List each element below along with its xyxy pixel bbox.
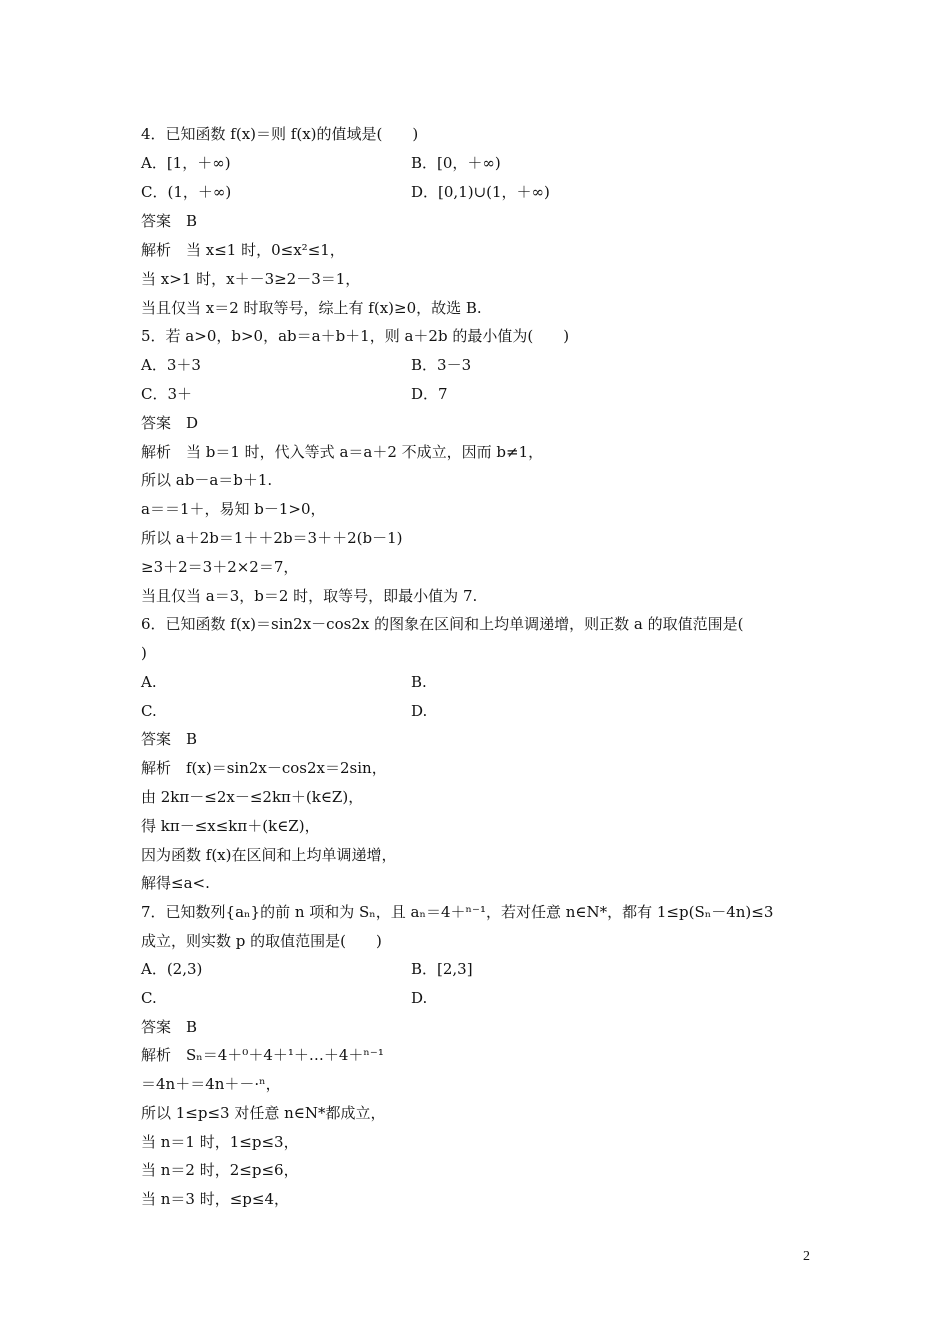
question-6-stem-continued: ) <box>141 644 147 662</box>
question-6-solution-line: 解析 f(x)＝sin2x－cos2x＝2sin， <box>141 759 387 777</box>
question-5-option-d: D．7 <box>411 385 448 403</box>
question-7-solution-line: 解析 Sₙ＝4＋⁰＋4＋¹＋…＋4＋ⁿ⁻¹ <box>141 1046 384 1064</box>
question-6-solution-line: 得 kπ－≤x≤kπ＋(k∈Z)， <box>141 817 320 835</box>
question-7-option-c: C. <box>141 989 157 1007</box>
question-7-option-a: A．(2,3) <box>141 960 203 978</box>
question-5-solution-line: 所以 a＋2b＝1＋＋2b＝3＋＋2(b－1) <box>141 529 403 547</box>
question-7-solution-line: 当 n＝1 时，1≤p≤3， <box>141 1133 299 1151</box>
question-5-answer: 答案 D <box>141 414 199 432</box>
question-6-solution-line: 解得≤a<. <box>141 874 210 892</box>
question-4-stem: 4．已知函数 f(x)＝则 f(x)的值域是( ) <box>141 125 419 143</box>
question-4-solution-line: 解析 当 x≤1 时，0≤x²≤1， <box>141 241 345 259</box>
question-5-solution-line: a＝＝1＋，易知 b－1>0， <box>141 500 326 518</box>
question-4-option-b: B．[0，＋∞) <box>411 154 501 172</box>
question-5-solution-line: 解析 当 b＝1 时，代入等式 a＝a＋2 不成立，因而 b≠1， <box>141 443 544 461</box>
question-4-option-c: C．(1，＋∞) <box>141 183 232 201</box>
question-5-solution-line: 所以 ab－a＝b＋1. <box>141 471 273 489</box>
question-6-solution-line: 由 2kπ－≤2x－≤2kπ＋(k∈Z)， <box>141 788 364 806</box>
question-4-option-d: D．[0,1)∪(1，＋∞) <box>411 183 550 201</box>
question-7-answer: 答案 B <box>141 1018 198 1036</box>
question-5-option-b: B．3－3 <box>411 356 472 374</box>
question-6-stem: 6．已知函数 f(x)＝sin2x－cos2x 的图象在区间和上均单调递增，则正数 a 的取值范围是( <box>141 615 744 633</box>
question-5-stem: 5．若 a>0，b>0，ab＝a＋b＋1，则 a＋2b 的最小值为( ) <box>141 327 570 345</box>
question-7-option-b: B．[2,3] <box>411 960 473 978</box>
question-7-option-d: D. <box>411 989 428 1007</box>
question-7-stem: 7．已知数列{aₙ}的前 n 项和为 Sₙ，且 aₙ＝4＋ⁿ⁻¹，若对任意 n∈N*，都有 1≤p(Sₙ－4n)≤3 <box>141 903 774 921</box>
question-7-solution-line: 当 n＝3 时，≤p≤4， <box>141 1190 290 1208</box>
question-7-solution-line: 当 n＝2 时，2≤p≤6， <box>141 1161 299 1179</box>
question-4-option-a: A．[1，＋∞) <box>141 154 231 172</box>
question-6-option-d: D. <box>411 702 428 720</box>
question-4-answer: 答案 B <box>141 212 198 230</box>
question-5-solution-line: ≥3＋2＝3＋2×2＝7， <box>141 558 299 576</box>
question-6-option-b: B. <box>411 673 427 691</box>
question-4-solution-line: 当且仅当 x＝2 时取等号，综上有 f(x)≥0，故选 B. <box>141 299 482 317</box>
question-6-option-c: C. <box>141 702 157 720</box>
page-number: 2 <box>803 1249 810 1264</box>
question-6-solution-line: 因为函数 f(x)在区间和上均单调递增， <box>141 846 397 864</box>
question-7-stem-continued: 成立，则实数 p 的取值范围是( ) <box>141 932 382 950</box>
question-6-answer: 答案 B <box>141 730 198 748</box>
question-7-solution-line: 所以 1≤p≤3 对任意 n∈N*都成立， <box>141 1104 386 1122</box>
question-4-solution-line: 当 x>1 时，x＋－3≥2－3＝1， <box>141 270 361 288</box>
question-7-solution-line: ＝4n＋＝4n＋－·ⁿ， <box>141 1075 281 1093</box>
question-5-option-c: C．3＋ <box>141 385 193 403</box>
question-6-option-a: A. <box>141 673 157 691</box>
question-5-option-a: A．3＋3 <box>141 356 201 374</box>
question-5-solution-line: 当且仅当 a＝3，b＝2 时，取等号，即最小值为 7. <box>141 587 478 605</box>
